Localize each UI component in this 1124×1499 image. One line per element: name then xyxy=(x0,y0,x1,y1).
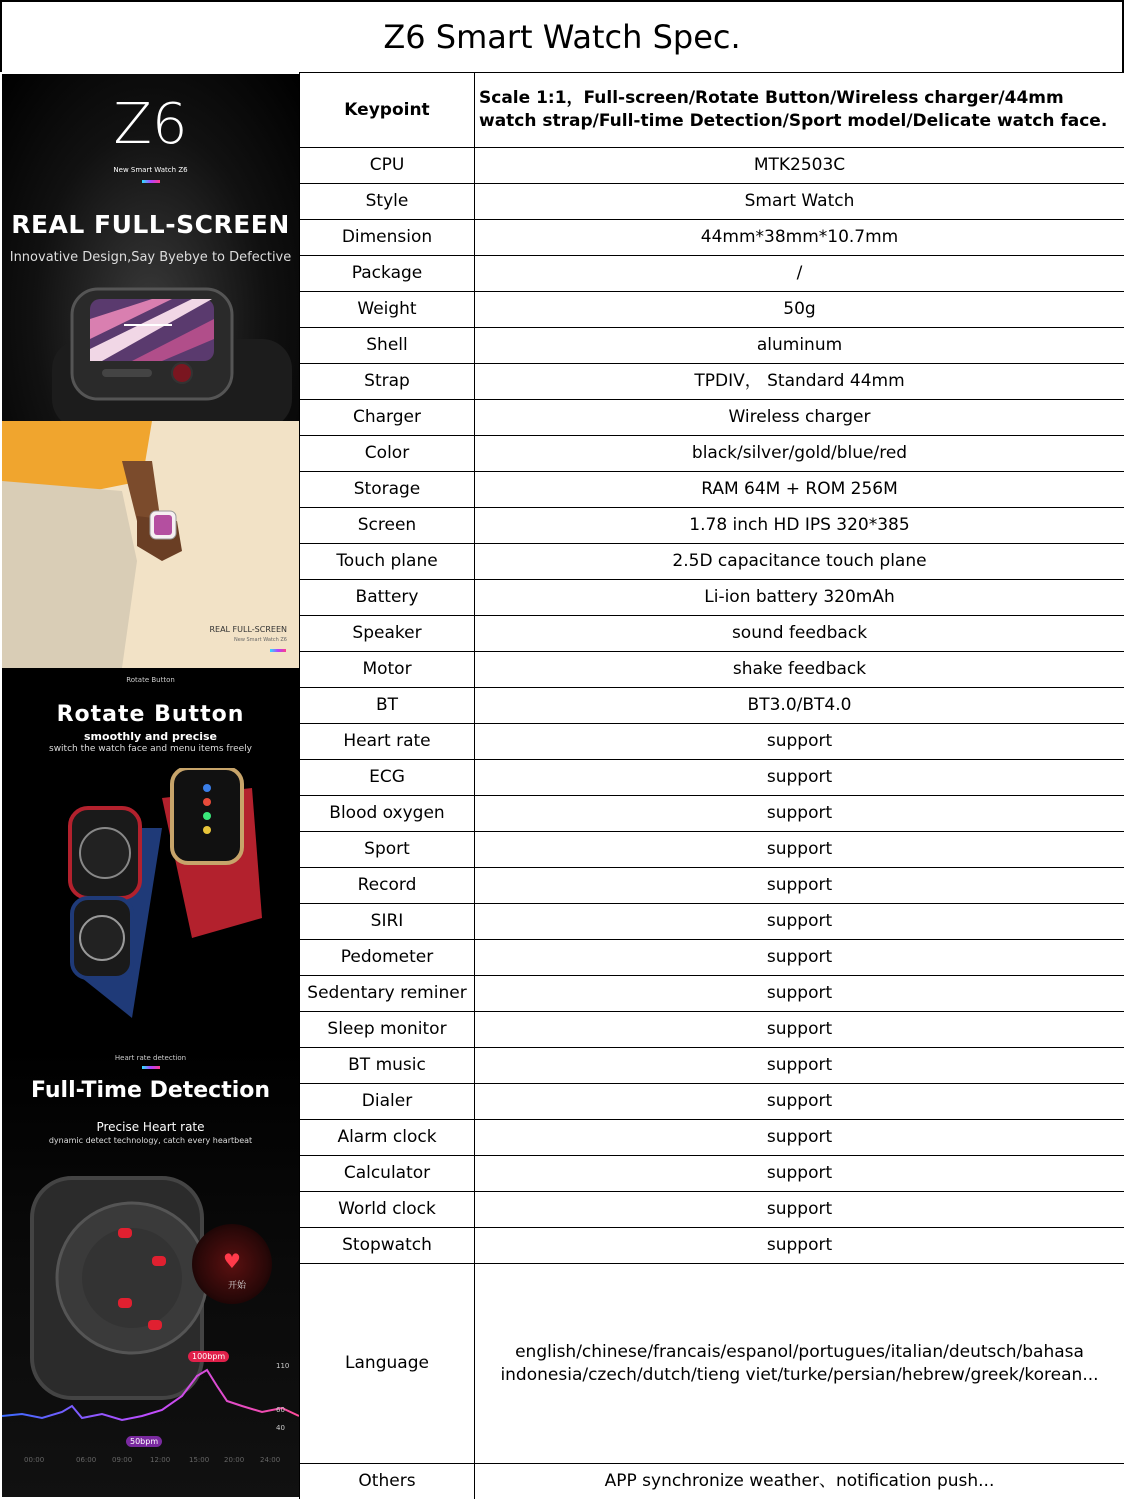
spec-label: Alarm clock xyxy=(300,1120,475,1156)
panel4-tag: Heart rate detection xyxy=(114,1054,187,1062)
spec-row xyxy=(300,796,1124,832)
y-tick: 110 xyxy=(276,1362,290,1370)
spec-row xyxy=(300,1012,1124,1048)
spec-row xyxy=(300,472,1124,508)
panel1-small-text: New Smart Watch Z6 xyxy=(113,166,188,174)
panel3-subtitle: smoothly and precise xyxy=(84,730,217,743)
x-tick: 00:00 xyxy=(24,1456,45,1464)
spec-value: support xyxy=(475,724,1124,760)
spec-label: Storage xyxy=(300,472,475,508)
spec-row xyxy=(300,1228,1124,1264)
heart-icon: ♥ xyxy=(223,1249,241,1273)
spec-value: TPDIV， Standard 44mm xyxy=(475,364,1124,400)
spec-value: support xyxy=(475,1156,1124,1192)
spec-row xyxy=(300,580,1124,616)
peak-badge: 100bpm xyxy=(188,1351,229,1362)
spec-row xyxy=(300,724,1124,760)
x-tick: 06:00 xyxy=(76,1456,97,1464)
spec-label: ECG xyxy=(300,760,475,796)
low-badge: 50bpm xyxy=(126,1436,162,1447)
spec-row xyxy=(300,976,1124,1012)
spec-value: support xyxy=(475,832,1124,868)
spec-row xyxy=(300,940,1124,976)
spec-row xyxy=(300,1192,1124,1228)
spec-value: Smart Watch xyxy=(475,184,1124,220)
panel2-small-text: New Smart Watch Z6 xyxy=(234,637,287,643)
panel3-subtitle-2: switch the watch face and menu items freely xyxy=(49,744,252,754)
watches-illustration xyxy=(52,768,282,1038)
spec-label: SIRI xyxy=(300,904,475,940)
spec-row xyxy=(300,904,1124,940)
spec-value: support xyxy=(475,1192,1124,1228)
spec-row xyxy=(300,1156,1124,1192)
panel3-tag: Rotate Button xyxy=(126,676,175,684)
watch-illustration xyxy=(32,279,292,421)
spec-value: MTK2503C xyxy=(475,148,1124,184)
spec-row xyxy=(300,652,1124,688)
spec-row xyxy=(300,1048,1124,1084)
x-tick: 15:00 xyxy=(189,1456,210,1464)
spec-label: Keypoint xyxy=(300,73,475,148)
spec-row xyxy=(300,220,1124,256)
panel2-headline: REAL FULL-SCREEN xyxy=(209,625,287,634)
spec-label: Charger xyxy=(300,400,475,436)
spec-row xyxy=(300,1120,1124,1156)
spec-label: Blood oxygen xyxy=(300,796,475,832)
panel4-headline: Full-Time Detection xyxy=(30,1078,271,1103)
spec-label: BT music xyxy=(300,1048,475,1084)
spec-label: Sedentary reminer xyxy=(300,976,475,1012)
spec-row xyxy=(300,400,1124,436)
x-tick: 24:00 xyxy=(260,1456,281,1464)
spec-value: Scale 1:1，Full-screen/Rotate Button/Wireless charger/44mm watch strap/Full-time Detection/Sport model/Delicate watch face. xyxy=(475,73,1124,148)
start-label: 开始 xyxy=(228,1281,247,1291)
panel4-subtitle-2: dynamic detect technology, catch every heartbeat xyxy=(48,1136,253,1145)
x-tick: 09:00 xyxy=(112,1456,133,1464)
spec-row xyxy=(300,148,1124,184)
spec-row xyxy=(300,328,1124,364)
spec-label: BT xyxy=(300,688,475,724)
spec-label: Others xyxy=(300,1464,475,1499)
spec-label: Stopwatch xyxy=(300,1228,475,1264)
spec-value: support xyxy=(475,760,1124,796)
spec-label: Strap xyxy=(300,364,475,400)
spec-row xyxy=(300,256,1124,292)
spec-row xyxy=(300,760,1124,796)
spec-value: 1.78 inch HD IPS 320*385 xyxy=(475,508,1124,544)
spec-row xyxy=(300,73,1124,148)
spec-label: Sleep monitor xyxy=(300,1012,475,1048)
spec-label: Dialer xyxy=(300,1084,475,1120)
spec-value: support xyxy=(475,796,1124,832)
spec-value: support xyxy=(475,1120,1124,1156)
page-title: Z6 Smart Watch Spec. xyxy=(0,0,1124,72)
spec-value: Wireless charger xyxy=(475,400,1124,436)
spec-value: 50g xyxy=(475,292,1124,328)
spec-label: Touch plane xyxy=(300,544,475,580)
heart-rate-graph xyxy=(2,1346,299,1497)
panel-real-full-screen xyxy=(2,74,299,421)
spec-label: Heart rate xyxy=(300,724,475,760)
spec-value: aluminum xyxy=(475,328,1124,364)
spec-value: shake feedback xyxy=(475,652,1124,688)
spec-value: support xyxy=(475,904,1124,940)
panel1-subtitle: Innovative Design,Say Byebye to Defective xyxy=(9,250,292,265)
spec-label: Motor xyxy=(300,652,475,688)
spec-label: Style xyxy=(300,184,475,220)
spec-row xyxy=(300,688,1124,724)
y-tick: 40 xyxy=(276,1424,285,1432)
spec-value: support xyxy=(475,868,1124,904)
spec-label: Battery xyxy=(300,580,475,616)
panel-rotate-button xyxy=(2,668,299,1046)
spec-value: support xyxy=(475,940,1124,976)
panel1-headline: REAL FULL-SCREEN xyxy=(11,210,290,239)
spec-row xyxy=(300,364,1124,400)
spec-value: Li-ion battery 320mAh xyxy=(475,580,1124,616)
spec-value: support xyxy=(475,1048,1124,1084)
panel1-big-title: Z6 xyxy=(113,92,188,157)
spec-value: support xyxy=(475,976,1124,1012)
spec-row xyxy=(300,544,1124,580)
panel3-headline: Rotate Button xyxy=(56,702,245,727)
spec-row xyxy=(300,832,1124,868)
spec-row xyxy=(300,868,1124,904)
spec-label: Speaker xyxy=(300,616,475,652)
spec-value: support xyxy=(475,1228,1124,1264)
spec-row xyxy=(300,1264,1124,1464)
spec-label: Dimension xyxy=(300,220,475,256)
spec-value: 44mm*38mm*10.7mm xyxy=(475,220,1124,256)
spec-value: 2.5D capacitance touch plane xyxy=(475,544,1124,580)
spec-row xyxy=(300,436,1124,472)
spec-label: CPU xyxy=(300,148,475,184)
spec-label: Package xyxy=(300,256,475,292)
spec-label: Pedometer xyxy=(300,940,475,976)
spec-value: english/chinese/francais/espanol/portugues/italian/deutsch/bahasa indonesia/czech/dutch/tieng viet/turke/persian/hebrew/greek/korean... xyxy=(475,1264,1124,1464)
panel4-subtitle: Precise Heart rate xyxy=(96,1120,205,1134)
spec-table xyxy=(299,72,1124,1499)
spec-value: BT3.0/BT4.0 xyxy=(475,688,1124,724)
spec-row xyxy=(300,508,1124,544)
spec-label: Calculator xyxy=(300,1156,475,1192)
spec-label: Shell xyxy=(300,328,475,364)
gradient-bar xyxy=(270,649,286,652)
spec-label: World clock xyxy=(300,1192,475,1228)
spec-value: / xyxy=(475,256,1124,292)
spec-label: Language xyxy=(300,1264,475,1464)
spec-value: RAM 64M + ROM 256M xyxy=(475,472,1124,508)
spec-value: sound feedback xyxy=(475,616,1124,652)
spec-value: support xyxy=(475,1084,1124,1120)
gradient-bar xyxy=(142,1066,160,1069)
gradient-bar xyxy=(142,180,160,183)
spec-value: APP synchronize weather、notification push... xyxy=(475,1464,1124,1499)
spec-label: Weight xyxy=(300,292,475,328)
spec-row xyxy=(300,1084,1124,1120)
spec-row xyxy=(300,184,1124,220)
panel-lifestyle xyxy=(2,421,299,668)
spec-row xyxy=(300,292,1124,328)
y-tick: 60 xyxy=(276,1406,285,1414)
spec-label: Color xyxy=(300,436,475,472)
spec-label: Record xyxy=(300,868,475,904)
product-image-column xyxy=(2,74,299,1497)
panel-full-time-detection xyxy=(2,1046,299,1497)
x-tick: 20:00 xyxy=(224,1456,245,1464)
spec-label: Screen xyxy=(300,508,475,544)
spec-value: support xyxy=(475,1012,1124,1048)
spec-row xyxy=(300,616,1124,652)
spec-value: black/silver/gold/blue/red xyxy=(475,436,1124,472)
x-tick: 12:00 xyxy=(150,1456,171,1464)
spec-label: Sport xyxy=(300,832,475,868)
spec-row xyxy=(300,1464,1124,1499)
